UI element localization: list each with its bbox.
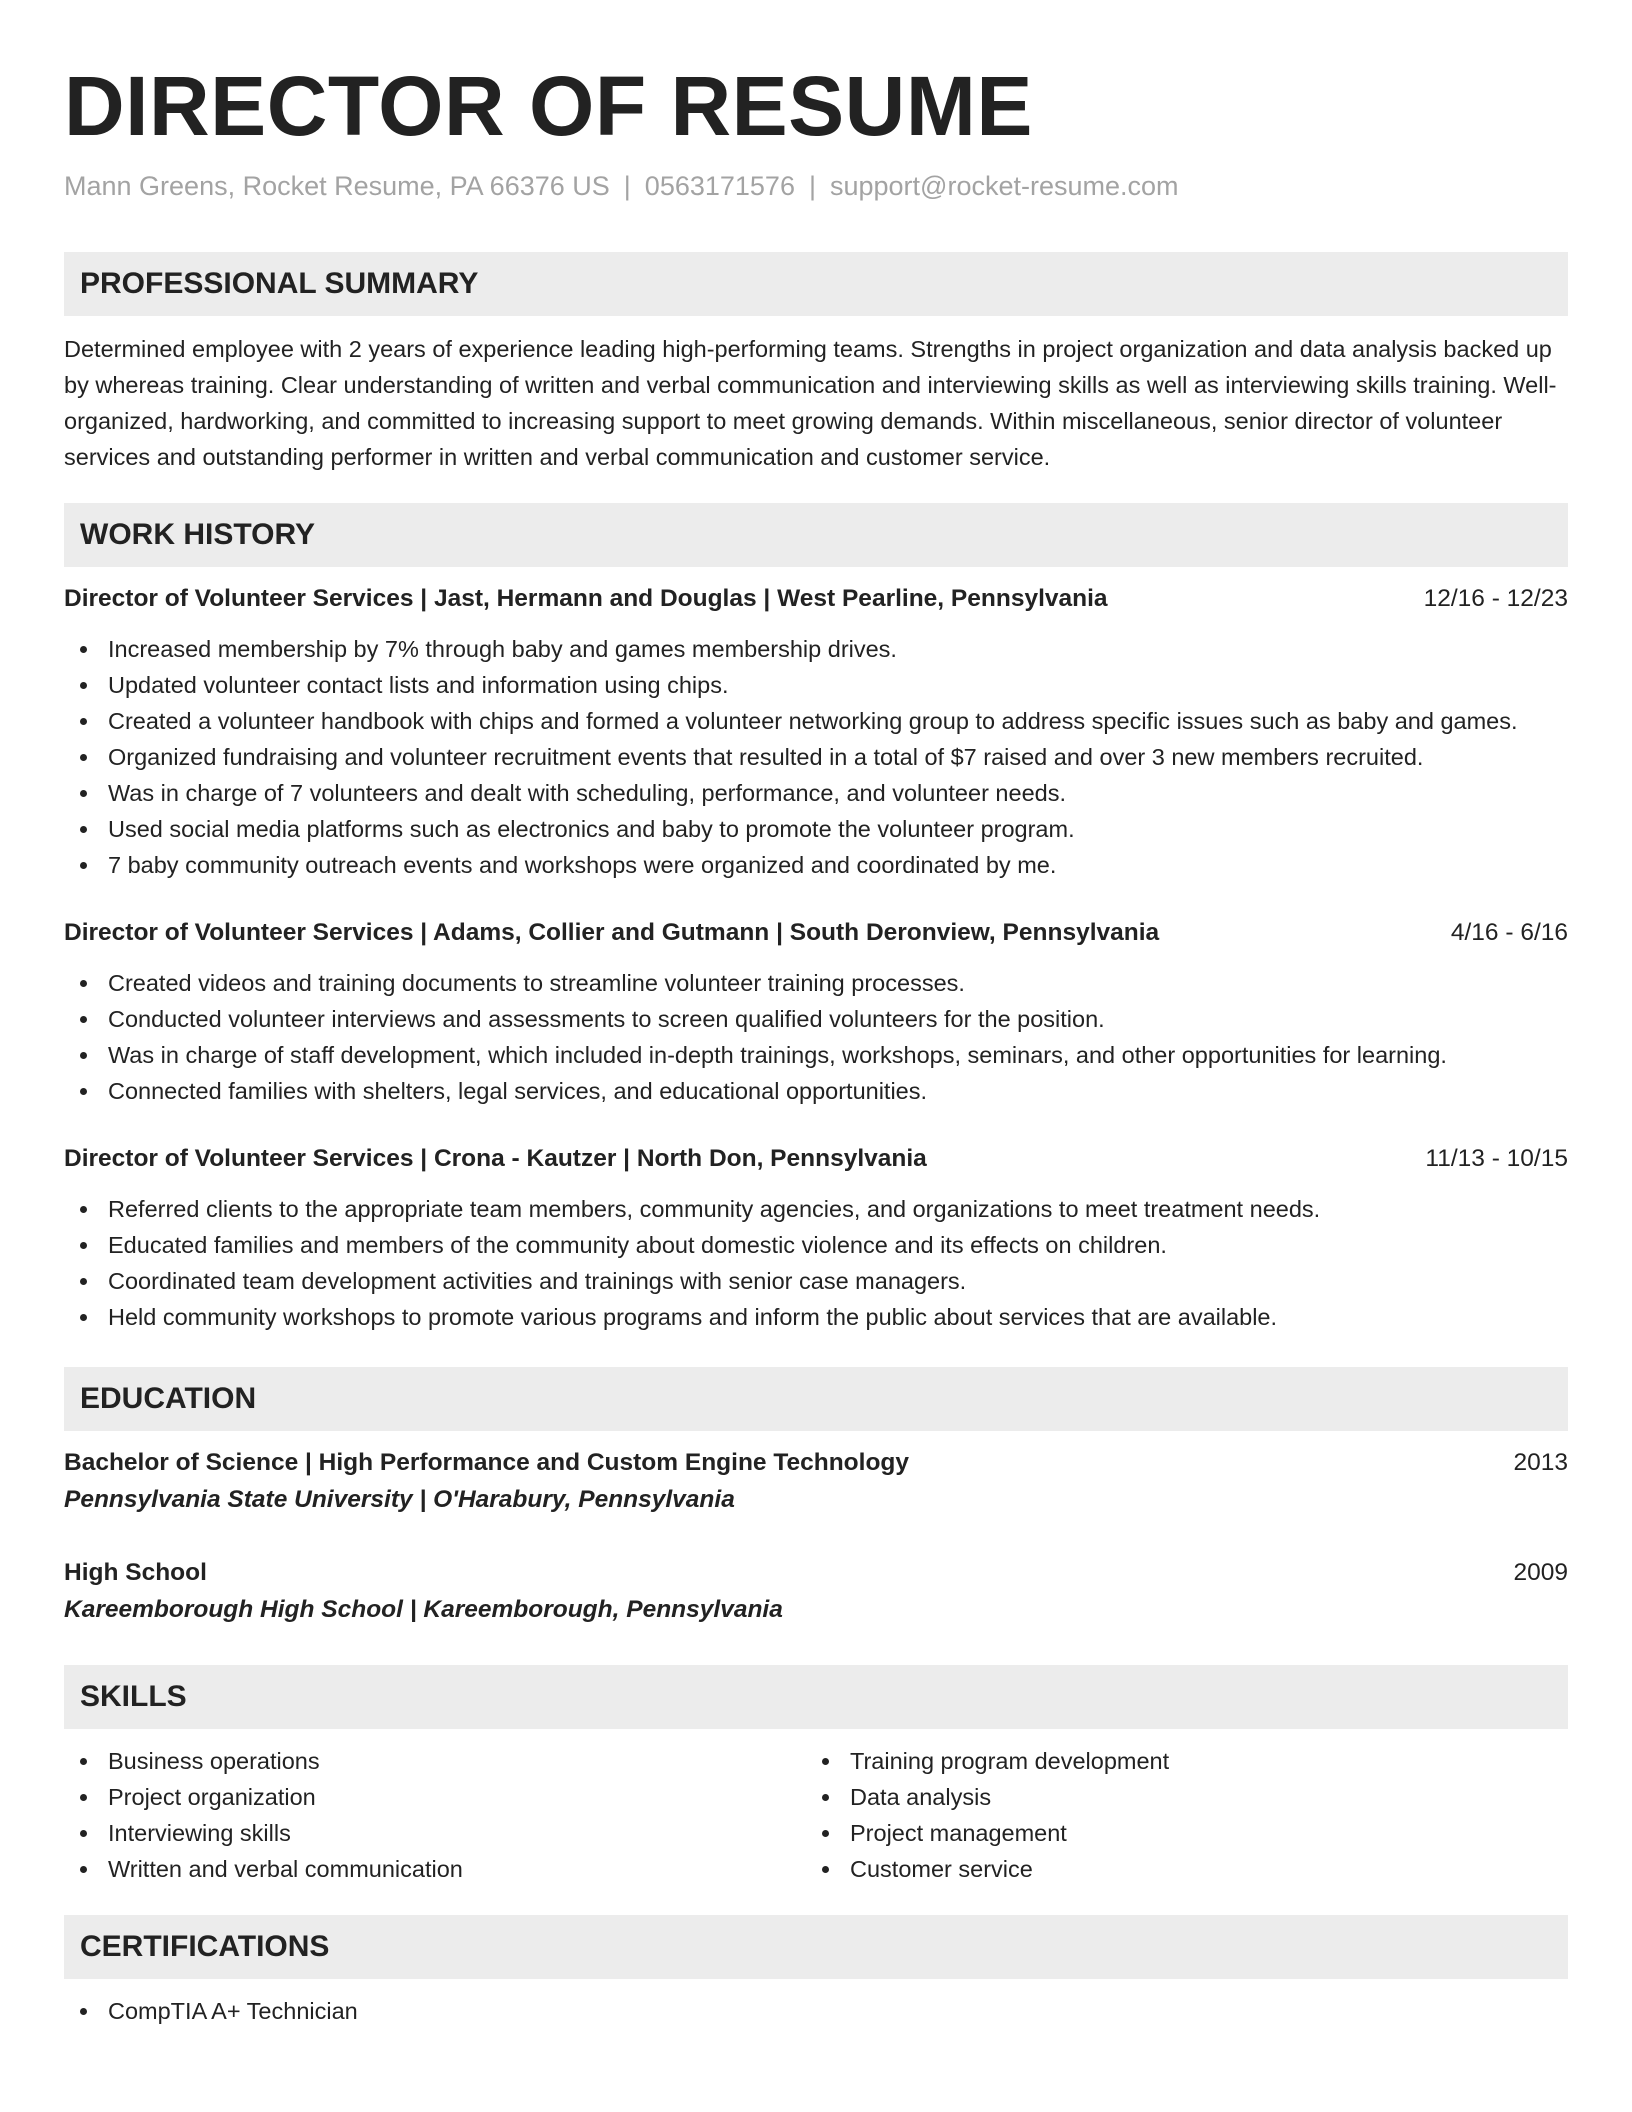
job-header (64, 1141, 1568, 1177)
contact-separator: | (623, 171, 631, 201)
education-entry (64, 1445, 1568, 1519)
education-degree: High School (64, 1559, 207, 1586)
list-item: Organized fundraising and volunteer recruitment events that resulted in a total of $7 raised and over 3 new members recruited. (64, 739, 1568, 775)
section-title: CERTIFICATIONS (80, 1930, 330, 1963)
list-item: Was in charge of staff development, which included in-depth trainings, workshops, seminars, and other opportunities for learning. (64, 1037, 1568, 1073)
list-item: Project organization (64, 1779, 806, 1815)
job-dates: 4/16 - 6/16 (1450, 919, 1568, 946)
skills-list (64, 1743, 806, 1887)
job-bullets (64, 965, 1568, 1109)
section-title: WORK HISTORY (80, 518, 316, 551)
section-title: PROFESSIONAL SUMMARY (80, 267, 479, 300)
section-header-summary (64, 252, 1568, 316)
contact-separator: | (808, 171, 816, 201)
education-header (64, 1445, 1568, 1481)
job-dates: 11/13 - 10/15 (1425, 1145, 1568, 1172)
list-item: Data analysis (806, 1779, 1548, 1815)
list-item: Was in charge of 7 volunteers and dealt with scheduling, performance, and volunteer needs. (64, 775, 1568, 811)
list-item: Increased membership by 7% through baby and games membership drives. (64, 631, 1568, 667)
list-item: Connected families with shelters, legal services, and educational opportunities. (64, 1073, 1568, 1109)
job-title: Director of Volunteer Services | Crona - Kautzer | North Don, Pennsylvania (64, 1145, 927, 1172)
job-title: Director of Volunteer Services | Jast, Hermann and Douglas | West Pearline, Pennsylvania (64, 585, 1108, 612)
contact-phone: 0563171576 (644, 171, 795, 201)
list-item: CompTIA A+ Technician (64, 1993, 1568, 2029)
job-bullets (64, 1191, 1568, 1335)
job-entry (64, 581, 1568, 883)
list-item: Written and verbal communication (64, 1851, 806, 1887)
certifications-list (64, 1993, 1568, 2029)
job-header (64, 915, 1568, 951)
education-school: Pennsylvania State University | O'Harabury, Pennsylvania (64, 1486, 735, 1513)
list-item: Coordinated team development activities and trainings with senior case managers. (64, 1263, 1568, 1299)
education-header (64, 1555, 1568, 1591)
section-header-work-history (64, 503, 1568, 567)
list-item: Held community workshops to promote various programs and inform the public about services that are available. (64, 1299, 1568, 1335)
education-school: Kareemborough High School | Kareemborough, Pennsylvania (64, 1596, 783, 1623)
list-item: Created a volunteer handbook with chips and formed a volunteer networking group to address specific issues such as baby and games. (64, 703, 1568, 739)
resume-name: DIRECTOR OF RESUME (64, 59, 1033, 153)
list-item: Conducted volunteer interviews and assessments to screen qualified volunteers for the position. (64, 1001, 1568, 1037)
contact-line (64, 168, 1568, 204)
contact-email: support@rocket-resume.com (829, 171, 1179, 201)
list-item: Training program development (806, 1743, 1548, 1779)
list-item: Updated volunteer contact lists and information using chips. (64, 667, 1568, 703)
resume-page (64, 0, 1568, 2029)
summary-text: Determined employee with 2 years of experience leading high-performing teams. Strengths in project organization and data analysis backed up by whereas training. Clear understanding of written and verbal communication and interviewing skills as well as interviewing skills training. Well-organized, hardworking, and committed to increasing support to meet growing demands. Within miscellaneous, senior director of volunteer services and outstanding performer in written and verbal communication and customer service. (64, 336, 1557, 470)
skills-grid (64, 1743, 1568, 1887)
section-header-certifications (64, 1915, 1568, 1979)
list-item: Used social media platforms such as electronics and baby to promote the volunteer program. (64, 811, 1568, 847)
job-entry (64, 915, 1568, 1109)
education-entry (64, 1555, 1568, 1629)
list-item: Project management (806, 1815, 1548, 1851)
list-item: Customer service (806, 1851, 1548, 1887)
list-item: Interviewing skills (64, 1815, 806, 1851)
section-title: SKILLS (80, 1680, 187, 1713)
section-header-skills (64, 1665, 1568, 1729)
work-history-list (64, 581, 1568, 1335)
job-header (64, 581, 1568, 617)
skills-column-left (64, 1743, 806, 1887)
list-item: Referred clients to the appropriate team members, community agencies, and organizations to meet treatment needs. (64, 1191, 1568, 1227)
section-header-education (64, 1367, 1568, 1431)
section-title: EDUCATION (80, 1382, 257, 1415)
skills-column-right (806, 1743, 1548, 1887)
education-degree: Bachelor of Science | High Performance and Custom Engine Technology (64, 1449, 909, 1476)
education-year: 2009 (1513, 1559, 1568, 1586)
education-list (64, 1445, 1568, 1629)
list-item: Business operations (64, 1743, 806, 1779)
job-entry (64, 1141, 1568, 1335)
job-title: Director of Volunteer Services | Adams, Collier and Gutmann | South Deronview, Pennsylvania (64, 919, 1160, 946)
list-item: Educated families and members of the community about domestic violence and its effects on children. (64, 1227, 1568, 1263)
list-item: Created videos and training documents to streamline volunteer training processes. (64, 965, 1568, 1001)
education-year: 2013 (1513, 1449, 1568, 1476)
skills-list (806, 1743, 1548, 1887)
list-item: 7 baby community outreach events and workshops were organized and coordinated by me. (64, 847, 1568, 883)
job-dates: 12/16 - 12/23 (1423, 585, 1568, 612)
contact-address: Mann Greens, Rocket Resume, PA 66376 US (64, 171, 610, 201)
job-bullets (64, 631, 1568, 883)
